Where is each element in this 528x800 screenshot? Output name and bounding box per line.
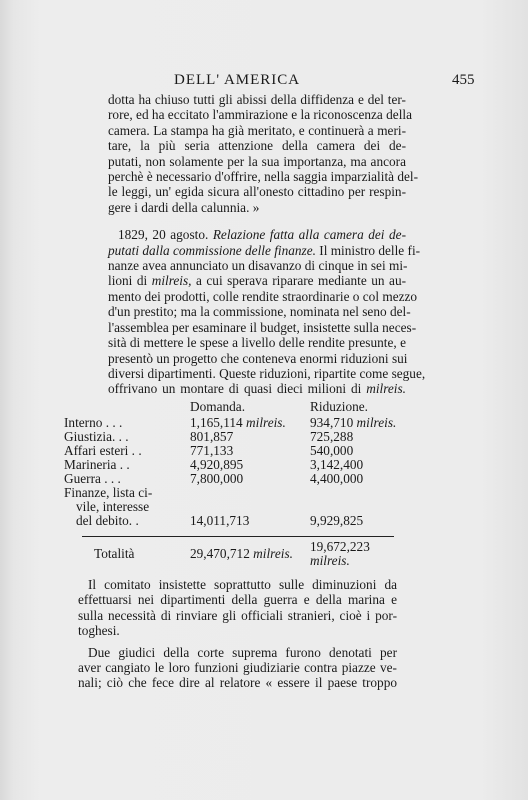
riduzione-value: 9,929,825 (310, 513, 364, 528)
text-line: rore, ed ha eccitato l'ammirazione e la riconoscenza della (108, 107, 412, 123)
table-row (64, 444, 404, 458)
page-number: 455 (452, 72, 475, 88)
header-domanda: Domanda. (190, 399, 246, 414)
total-row (64, 528, 404, 568)
table-row (64, 486, 404, 500)
text-line: lioni di milreis, a cui sperava riparare mediante un au- (108, 273, 407, 289)
row-label: Finanze, lista ci- (64, 485, 153, 500)
text-line: Il comitato insistette soprattutto sulle diminuzioni da (88, 577, 397, 592)
domanda-value: 771,133 (190, 443, 234, 458)
closing-text (78, 577, 397, 691)
paragraph-comitato (78, 577, 397, 639)
text-line: presentò un progetto che conteneva enormi riduzioni sui (108, 350, 408, 366)
text-line: Due giudici della corte suprema furono denotati per (88, 644, 397, 660)
text-line: nali; ciò che fece dire al relatore « essere il paese troppo (78, 675, 397, 691)
text-line: diversi dipartimenti. Queste riduzioni, ripartite come segue, (108, 365, 426, 381)
text-line: tare, la più seria attenzione della camera dei de- (108, 138, 406, 154)
paragraph-relazione (108, 227, 426, 397)
table-row (64, 416, 404, 430)
paragraph-giudici (78, 645, 397, 691)
paragraph-continuation (108, 92, 419, 215)
row-label: vile, interesse (76, 499, 150, 514)
text-line: mento dei prodotti, colle rendite straordinarie o col mezzo (108, 288, 418, 304)
text-line: dotta ha chiuso tutti gli abissi della diffidenza e del ter- (108, 92, 406, 107)
text-line: effettuarsi nei dipartimenti della guerra e della marina e (78, 592, 397, 608)
row-label: Affari esteri . . (64, 443, 142, 458)
domanda-value: 801,857 (190, 429, 234, 444)
table-rule (82, 536, 394, 537)
entry-date: 1829, 20 agosto. (118, 227, 209, 243)
riduzione-value: 3,142,400 (310, 457, 364, 472)
row-label: del debito. . (76, 513, 139, 528)
text-line: toghesi. (78, 623, 120, 639)
domanda-value: 4,920,895 (190, 457, 244, 472)
text-line: aver cangiato le loro funzioni giudiziarie contra piazze ve- (78, 660, 397, 676)
table-row (64, 472, 404, 486)
riduzione-value: 725,288 (310, 429, 354, 444)
table-row (64, 458, 404, 472)
riduzione-value: 4,400,000 (310, 471, 364, 486)
domanda-value: 14,011,713 (190, 513, 250, 528)
body-text (108, 92, 426, 397)
text-line: d'un prestito; ma la commissione, nominata nel seno del- (108, 304, 411, 320)
table-header-row (64, 400, 404, 416)
total-domanda: 29,470,712 milreis. (190, 546, 293, 561)
text-line: sità di mettere le spese a livello delle rendite presunte, e (108, 335, 406, 351)
page-header (0, 72, 528, 92)
total-label: Totalità (94, 546, 135, 561)
report-title: Relazione fatta alla camera dei de- (212, 227, 406, 243)
table-row (64, 514, 404, 528)
text-line: putati, non solamente per la sua importanza, ma ancora (108, 153, 406, 169)
domanda-value: 1,165,114 milreis. (190, 415, 286, 430)
text-line: camera. La stampa ha già meritato, e continuerà a meri- (108, 122, 406, 138)
row-label: Interno . . . (64, 415, 123, 430)
text-line: perchè è necessario d'offrire, nella saggia imparzialità del- (108, 169, 419, 185)
text-line: le leggi, un' egida sicura all'onesto cittadino per respin- (108, 184, 406, 200)
table-row (64, 430, 404, 444)
text-line: putati dalla commissione delle finanze. Il ministro delle fi- (108, 242, 421, 258)
text-line: gere i dardi della calunnia. » (108, 199, 260, 215)
text-line: nanze avea annunciato un disavanzo di cinque in sei mi- (108, 258, 408, 274)
budget-table (64, 400, 404, 568)
report-title-cont: putati dalla commissione delle finanze. (108, 242, 316, 258)
riduzione-value: 540,000 (310, 443, 354, 458)
row-label: Giustizia. . . (64, 429, 129, 444)
riduzione-value: 934,710 milreis. (310, 415, 397, 430)
domanda-value: 7,800,000 (190, 471, 244, 486)
text-line: offrivano un montare di quasi dieci milioni di milreis. (108, 381, 406, 397)
total-riduzione: 19,672,223 milreis. (310, 539, 370, 568)
running-title: DELL' AMERICA (174, 72, 301, 88)
row-label: Guerra . . . (64, 471, 121, 486)
row-label: Marineria . . (64, 457, 130, 472)
table-row (64, 500, 404, 514)
text-line (108, 227, 406, 242)
text-line: l'assemblea per esaminare il budget, insistette sulla neces- (108, 319, 417, 335)
text-line: sulla necessità di rinviare gli officiali stranieri, cioè i por- (78, 607, 397, 623)
header-riduzione: Riduzione. (310, 399, 368, 414)
